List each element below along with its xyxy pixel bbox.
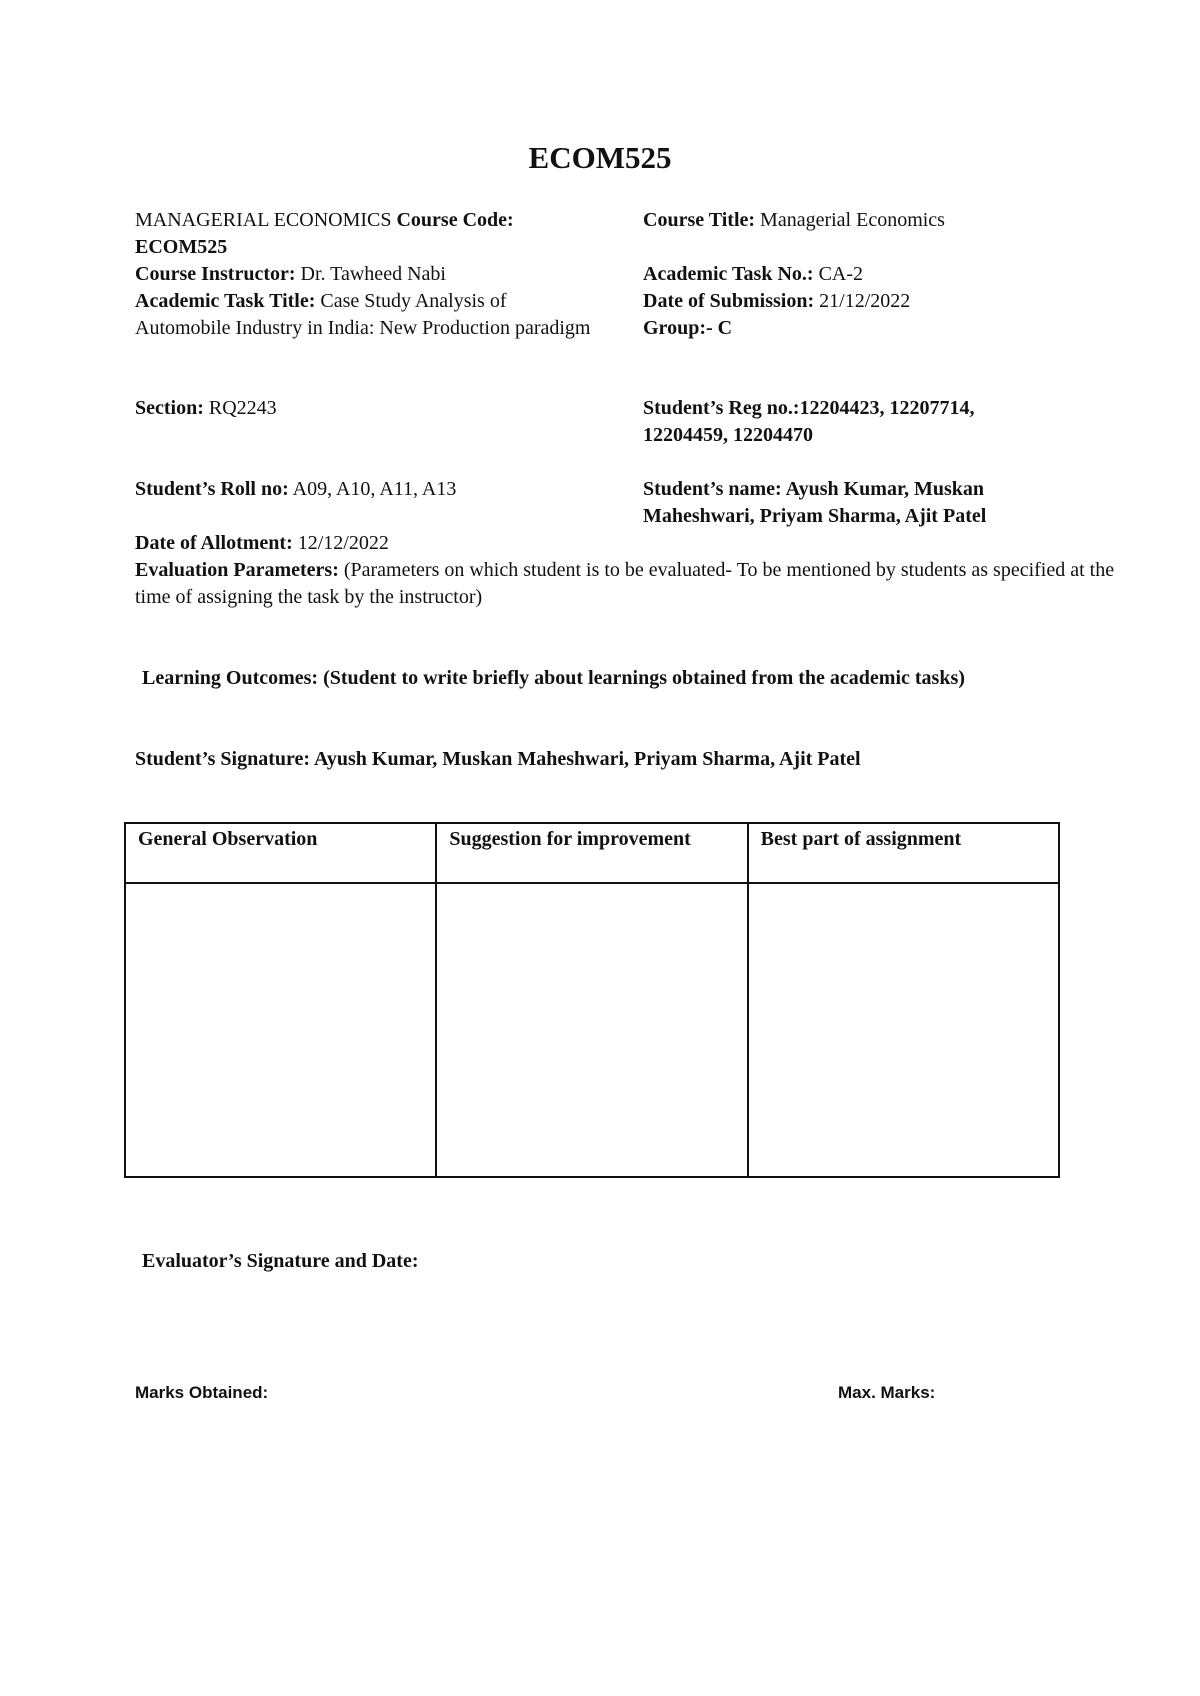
roll-no-label: Student’s Roll no: — [135, 478, 289, 500]
roll-no-value: A09, A10, A11, A13 — [292, 478, 457, 500]
course-info-block — [135, 207, 605, 342]
section-field — [135, 395, 605, 422]
course-title-label: Course Title: — [643, 209, 756, 231]
instructor-value: Dr. Tawheed Nabi — [300, 263, 446, 285]
group-label: Group:- C — [643, 317, 733, 339]
allotment-label: Date of Allotment: — [135, 532, 293, 554]
student-name-value: Ayush Kumar, Muskan Maheshwari, Priyam Sharma, Ajit Patel — [643, 478, 987, 527]
signature-value: Ayush Kumar, Muskan Maheshwari, Priyam Sharma, Ajit Patel — [313, 748, 861, 770]
student-name-label: Student’s name: — [643, 478, 782, 500]
task-title-label: Academic Task Title: — [135, 290, 316, 312]
cell-best-part[interactable] — [748, 883, 1059, 1177]
task-no-value: CA-2 — [818, 263, 864, 285]
course-title-value: Managerial Economics — [760, 209, 945, 231]
marks-obtained: Marks Obtained: — [135, 1383, 269, 1402]
reg-no-label: Student’s Reg no.: — [643, 397, 800, 419]
reg-no-field — [643, 395, 1063, 449]
eval-params-value: (Parameters on which student is to be evaluated- To be mentioned by students as specified at the time of assigning the task by the instructor) — [135, 559, 1115, 608]
reg-no-value: 12204423, 12207714, 12204459, 12204470 — [643, 397, 975, 446]
student-signature — [135, 746, 1135, 773]
cell-suggestion[interactable] — [436, 883, 747, 1177]
eval-params-label: Evaluation Parameters: — [135, 559, 339, 581]
max-marks: Max. Marks: — [838, 1383, 936, 1402]
roll-no-field — [135, 476, 605, 503]
cell-general-observation[interactable] — [125, 883, 436, 1177]
course-code-value: ECOM525 — [135, 236, 228, 258]
task-title-value: Case Study Analysis of Automobile Industry in India: New Production paradigm — [135, 290, 591, 339]
section-value: RQ2243 — [208, 397, 277, 419]
header-best-part: Best part of assignment — [748, 823, 1059, 883]
submission-value: 21/12/2022 — [819, 290, 911, 312]
student-name-field — [643, 476, 1063, 530]
page-title: ECOM525 — [528, 140, 672, 175]
evaluation-table — [124, 822, 1060, 1178]
learning-outcomes: Learning Outcomes: (Student to write briefly about learnings obtained from the academic tasks) — [142, 667, 965, 689]
header-general-observation: General Observation — [125, 823, 436, 883]
instructor-label: Course Instructor: — [135, 263, 296, 285]
submission-label: Date of Submission: — [643, 290, 815, 312]
task-info-block — [643, 261, 1083, 342]
table-header-row — [125, 823, 1059, 883]
evaluator-signature: Evaluator’s Signature and Date: — [142, 1250, 419, 1272]
allotment-value: 12/12/2022 — [297, 532, 389, 554]
course-name: MANAGERIAL ECONOMICS — [135, 209, 392, 231]
section-label: Section: — [135, 397, 204, 419]
header-suggestion: Suggestion for improvement — [436, 823, 747, 883]
task-no-label: Academic Task No.: — [643, 263, 814, 285]
course-code-label: Course Code: — [396, 209, 514, 231]
signature-label: Student’s Signature: — [135, 748, 311, 770]
allotment-block — [135, 530, 1135, 611]
table-row — [125, 883, 1059, 1177]
course-title-field — [643, 207, 1083, 234]
